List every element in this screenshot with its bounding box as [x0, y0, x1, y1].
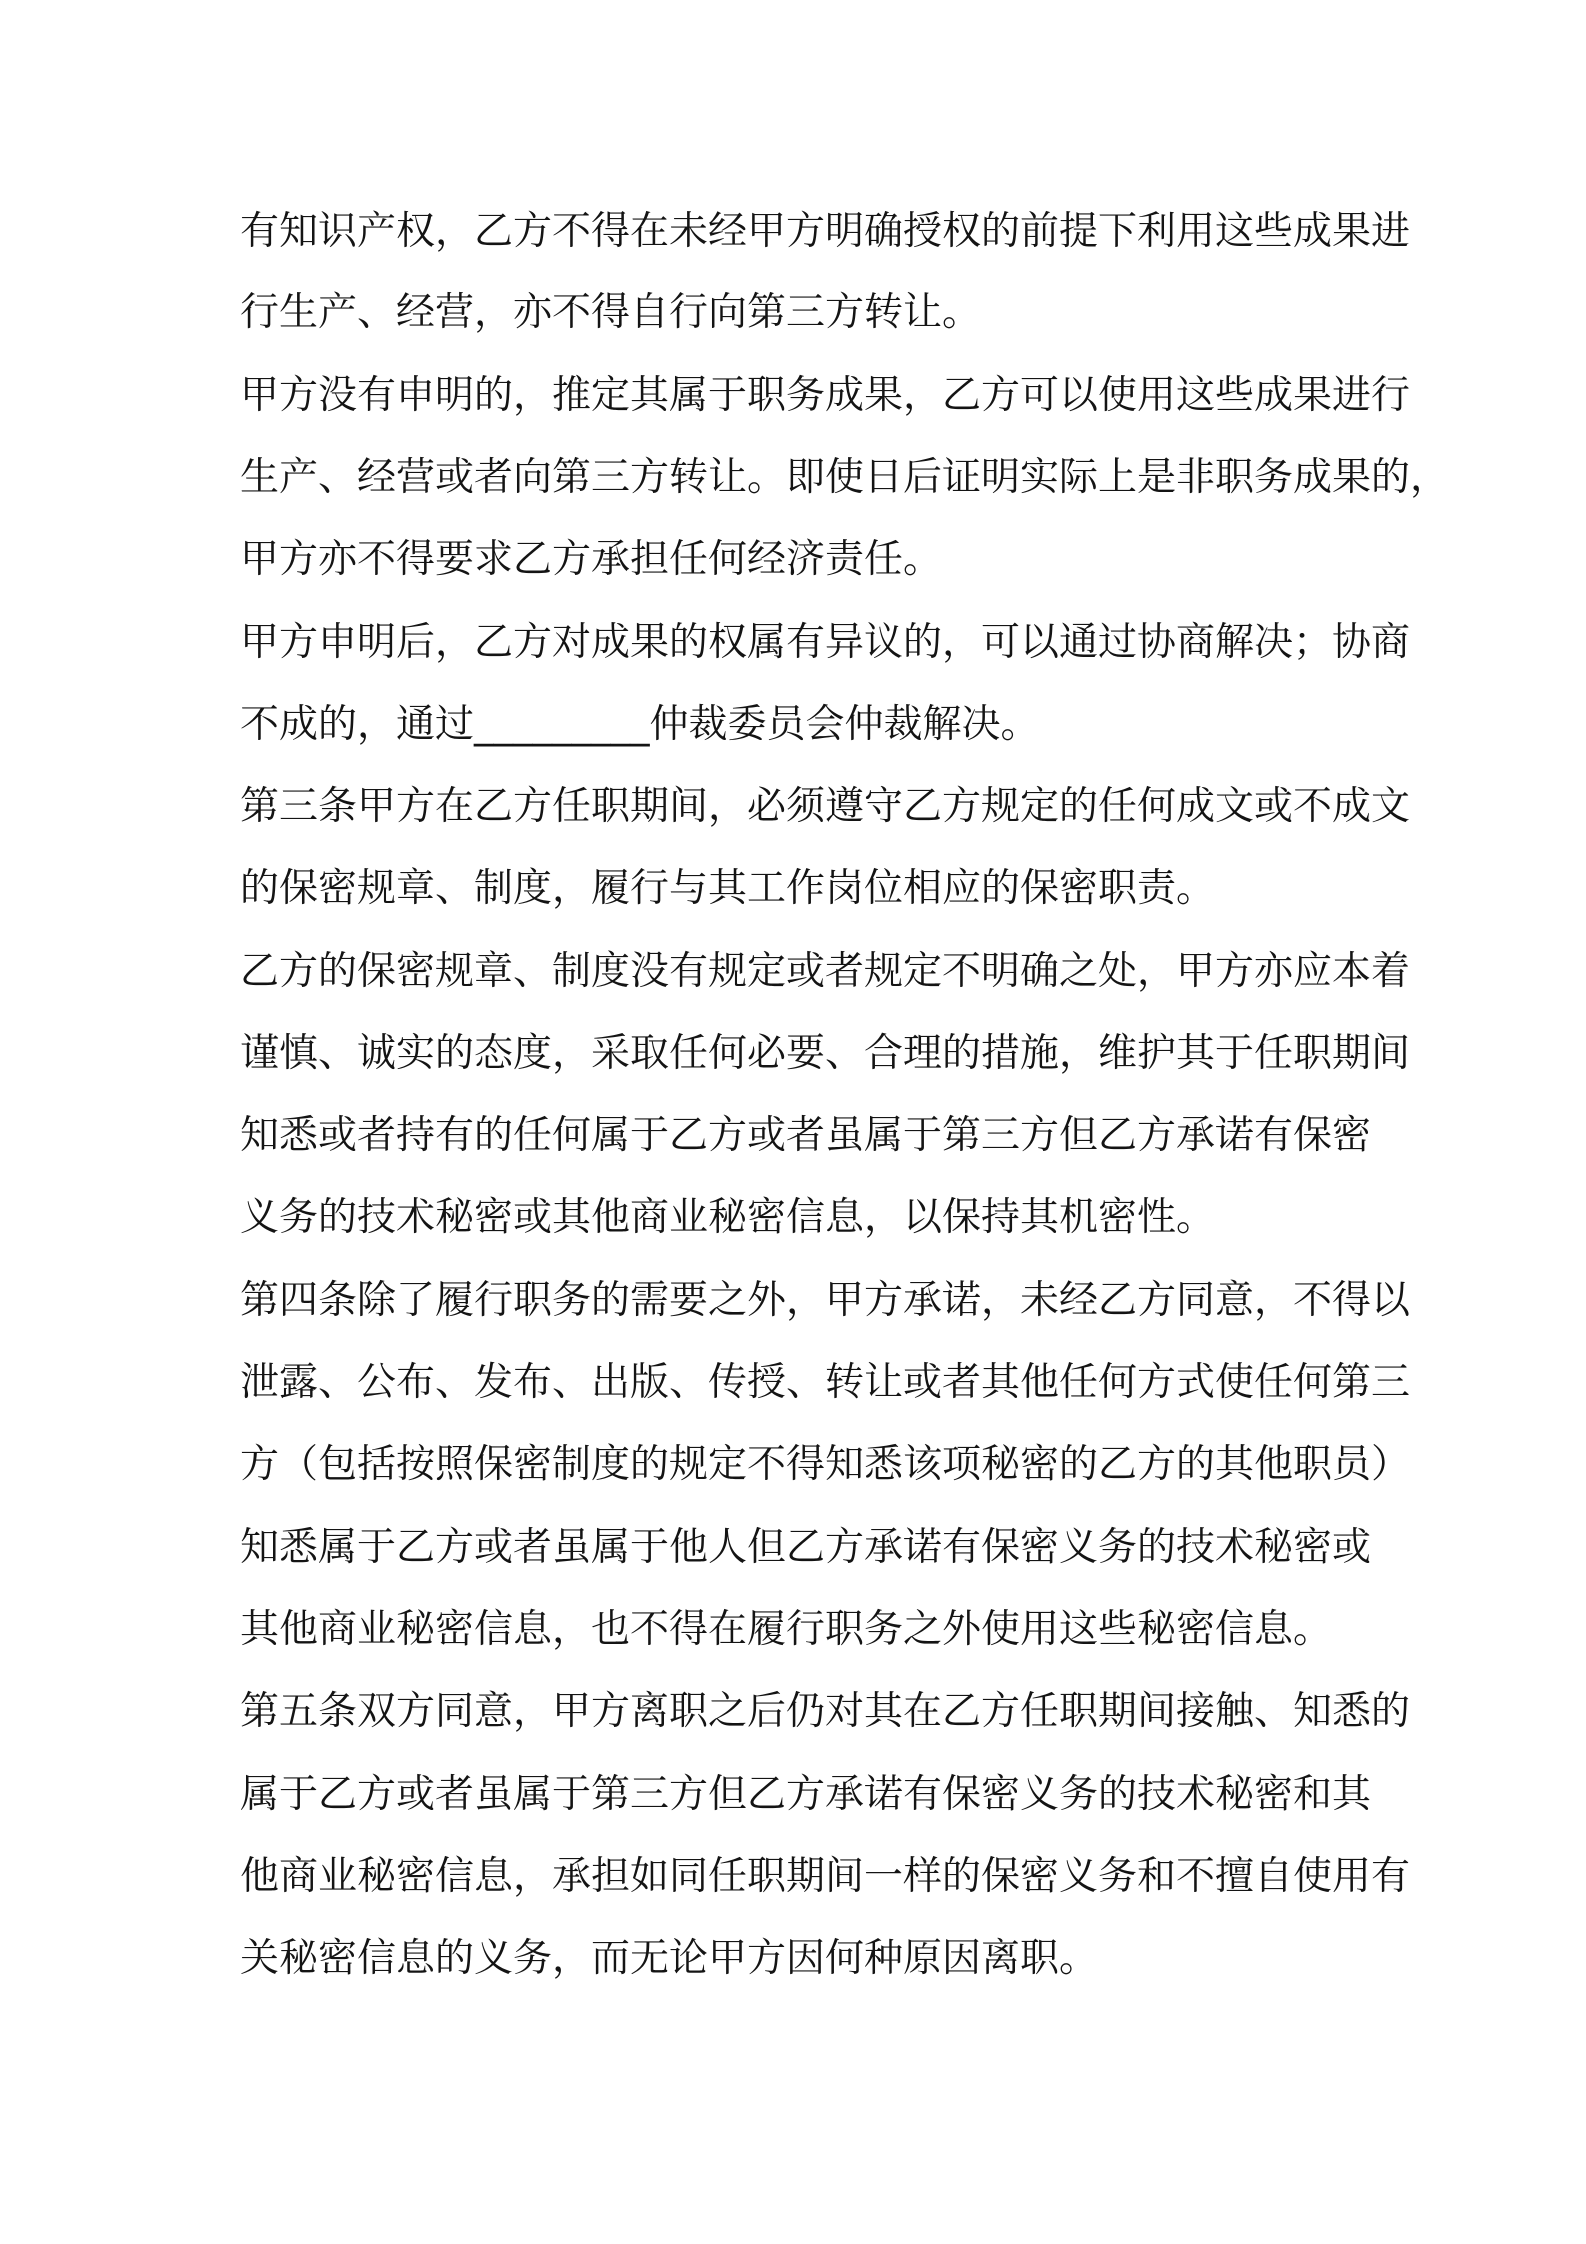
text-line: 知悉属于乙方或者虽属于他人但乙方承诺有保密义务的技术秘密或 — [240, 1525, 1372, 1570]
text-line: 乙方的保密规章、制度没有规定或者规定不明确之处，甲方亦应本着 — [240, 949, 1411, 994]
text-line: 甲方申明后，乙方对成果的权属有异议的，可以通过协商解决；协商 — [240, 620, 1411, 665]
text-line: 属于乙方或者虽属于第三方但乙方承诺有保密义务的技术秘密和其 — [240, 1772, 1372, 1817]
text-line: 第五条双方同意，甲方离职之后仍对其在乙方任职期间接触、知悉的 — [240, 1689, 1411, 1734]
text-line: 的保密规章、制度，履行与其工作岗位相应的保密职责。 — [240, 866, 1216, 911]
text-line: 义务的技术秘密或其他商业秘密信息，以保持其机密性。 — [240, 1195, 1216, 1240]
text-line: 其他商业秘密信息，也不得在履行职务之外使用这些秘密信息。 — [240, 1607, 1333, 1652]
text-line: 有知识产权，乙方不得在未经甲方明确授权的前提下利用这些成果进 — [240, 209, 1411, 254]
text-line: 他商业秘密信息，承担如同任职期间一样的保密义务和不擅自使用有 — [240, 1854, 1411, 1899]
text-line: 甲方没有申明的，推定其属于职务成果，乙方可以使用这些成果进行 — [240, 373, 1411, 418]
text-line: 泄露、公布、发布、出版、传授、转让或者其他任何方式使任何第三 — [240, 1360, 1411, 1405]
text-line: 第三条甲方在乙方任职期间，必须遵守乙方规定的任何成文或不成文 — [240, 784, 1411, 829]
text-line: 知悉或者持有的任何属于乙方或者虽属于第三方但乙方承诺有保密 — [240, 1113, 1372, 1158]
text-line: 不成的，通过_________仲裁委员会仲裁解决。 — [240, 702, 1040, 747]
text-line: 关秘密信息的义务，而无论甲方因何种原因离职。 — [240, 1936, 1099, 1981]
text-line: 方（包括按照保密制度的规定不得知悉该项秘密的乙方的其他职员） — [240, 1442, 1411, 1487]
text-line: 生产、经营或者向第三方转让。即使日后证明实际上是非职务成果的， — [240, 455, 1450, 500]
text-line: 谨慎、诚实的态度，采取任何必要、合理的措施，维护其于任职期间 — [240, 1031, 1411, 1076]
text-line: 行生产、经营，亦不得自行向第三方转让。 — [240, 290, 982, 335]
text-line: 第四条除了履行职务的需要之外，甲方承诺，未经乙方同意，不得以 — [240, 1278, 1411, 1323]
text-line: 甲方亦不得要求乙方承担任何经济责任。 — [240, 537, 943, 582]
